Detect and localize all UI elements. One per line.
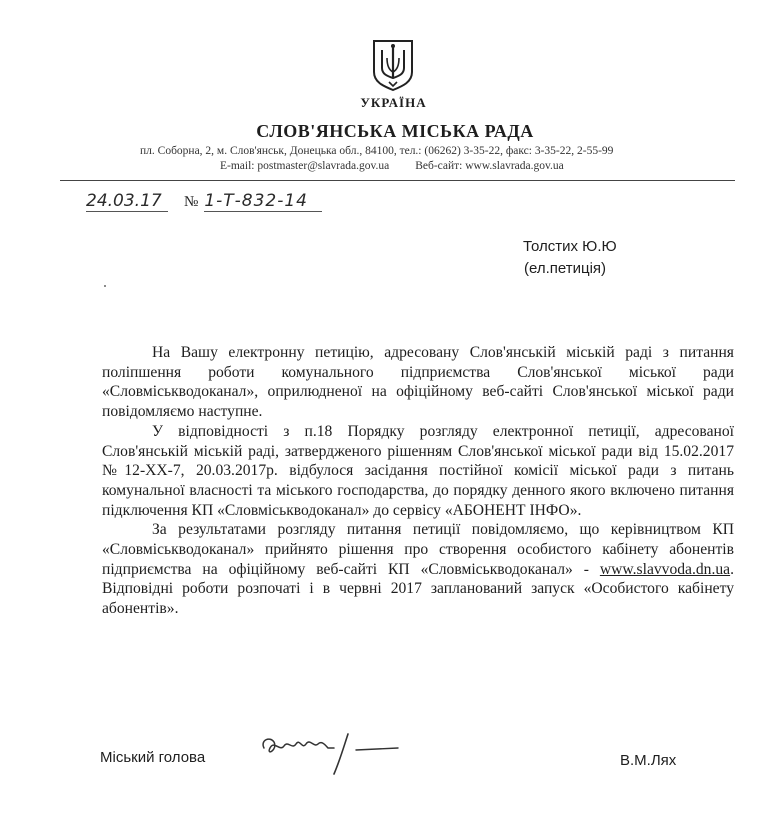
paragraph-3-text-b: . Відповідні роботи розпочаті і в червні 2017 запланований запуск «Особистого кабінету абонентів». bbox=[102, 560, 734, 618]
letterhead-divider bbox=[60, 180, 735, 181]
paragraph-1: На Вашу електронну петицію, адресовану Слов'янській міській раді з питання поліпшення роботи комунального підприємства Слов'янської міської ради «Словміськводоканал», оприлюдненої на офіційному веб-сайті Слов'янської міської ради повідомляємо наступне. bbox=[102, 344, 734, 421]
letter-body bbox=[102, 343, 734, 619]
number-sign: № bbox=[184, 194, 199, 210]
organization-name: СЛОВ'ЯНСЬКА МІСЬКА РАДА bbox=[256, 121, 534, 141]
country-name: УКРАЇНА bbox=[360, 95, 427, 110]
paragraph-3-text-a: За результатами розгляду питання петиції повідомляємо, що керівництвом КП «Словміськводоканал» прийнято рішення про створення особистого кабінету абонентів підприємства на офіційному веб-сайті КП «Словміськводоканал» - bbox=[102, 521, 734, 578]
organization-address: пл. Соборна, 2, м. Слов'янськ, Донецька обл., 84100, тел.: (06262) 3-35-22, факс: 3-35-22, 2-55-99 bbox=[140, 145, 614, 157]
signatory-title: Міський голова bbox=[100, 749, 206, 766]
registration-line bbox=[86, 191, 322, 212]
speck bbox=[104, 285, 106, 287]
trident-icon bbox=[370, 38, 416, 92]
registration-number: 1-Т-832-14 bbox=[204, 191, 322, 212]
signatory-name: В.М.Лях bbox=[620, 752, 677, 769]
contact-line bbox=[220, 160, 564, 172]
email-text: E-mail: postmaster@slavrada.gov.ua bbox=[220, 160, 390, 172]
website-link[interactable]: www.slavvoda.dn.ua bbox=[599, 560, 731, 578]
addressee-name: Толстих Ю.Ю bbox=[523, 238, 617, 255]
addressee-block bbox=[523, 236, 617, 280]
addressee-note: (ел.петиція) bbox=[524, 260, 607, 277]
website-text: Веб-сайт: www.slavrada.gov.ua bbox=[415, 160, 564, 172]
paragraph-3 bbox=[102, 520, 734, 619]
registration-date: 24.03.17 bbox=[86, 191, 168, 212]
paragraph-2: У відповідності з п.18 Порядку розгляду електронної петиції, адресованої Слов'янській міській раді, затвердженого рішенням Слов'янської міської ради від 15.02.2017 №12-ХХ-7, 20.03.2017р. відбулося засідання постійної комісії міської ради з питань комунальної власності та міського господарства, до порядку денного якого включено питання підключення КП «Словміськводоканал» до сервісу «АБОНЕНТ ІНФО». bbox=[102, 422, 734, 519]
handwritten-signature bbox=[258, 722, 418, 778]
